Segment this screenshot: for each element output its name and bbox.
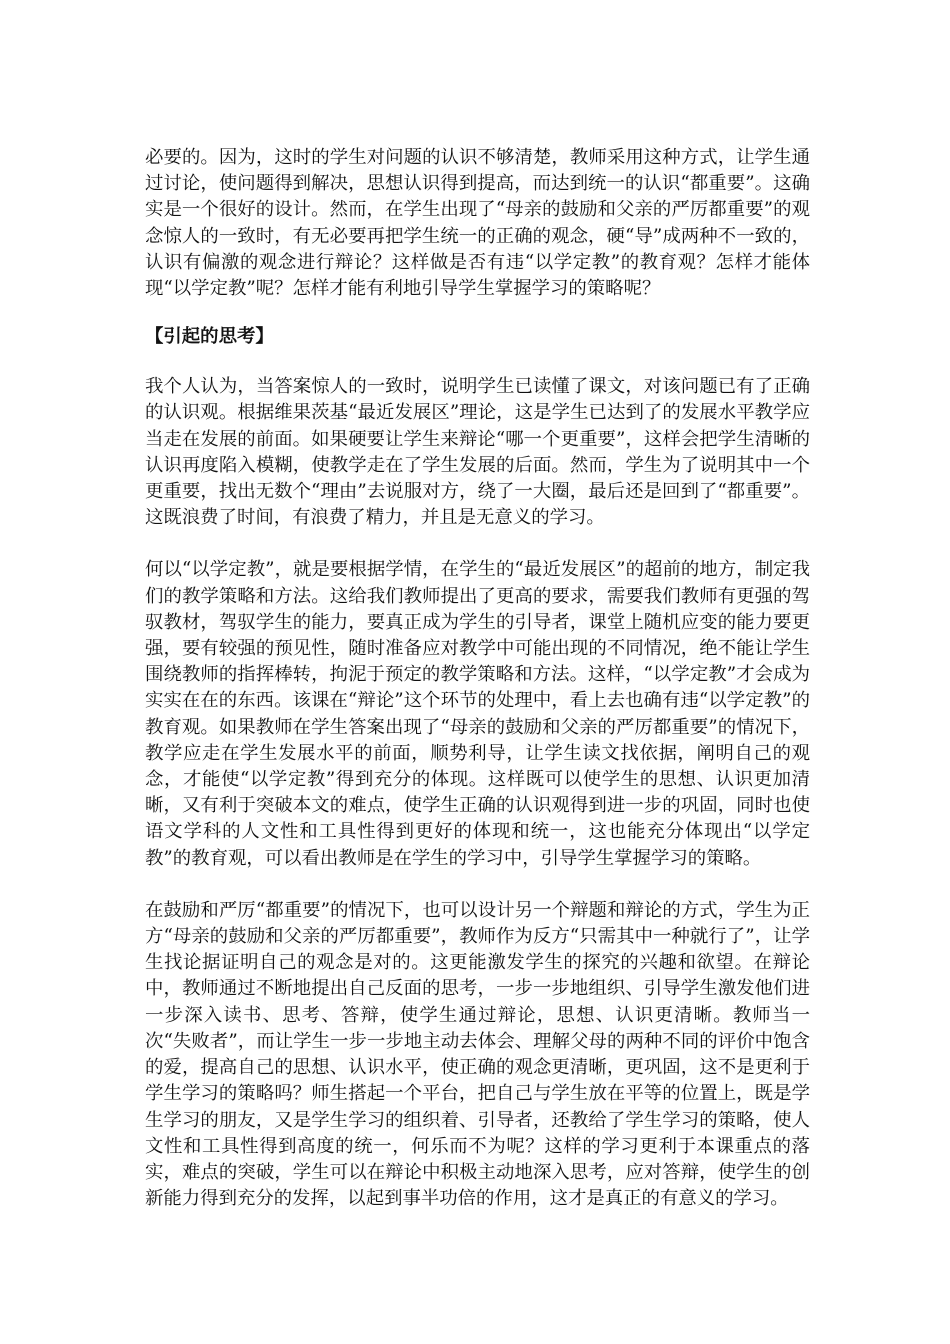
section-heading: 【引起的思考】 — [145, 326, 274, 348]
paragraph-reflection-3: 在鼓励和严厉“都重要”的情况下，也可以设计另一个辩题和辩论的方式，学生为正方“母亲的鼓励和父亲的严厉都重要”，教师作为反方“只需其中一种就行了”，让学生找论据证明自己的观念是对的。这更能激发学生的探究的兴趣和欲望。在辩论中，教师通过不断地提出自己反面的思考，一步一步地组织、引导学生激发他们进一步深入读书、思考、答辩，使学生通过辩论，思想、认识更清晰。教师当一次“失败者”，而让学生一步一步地主动去体会、理解父母的两种不同的评价中饱含的爱，提高自己的思想、认识水平，使正确的观念更清晰，更巩固，这不是更利于学生学习的策略吗？师生搭起一个平台，把自己与学生放在平等的位置上，既是学生学习的朋友，又是学生学习的组织着、引导者，还教给了学生学习的策略，使人文性和工具性得到高度的统一，何乐而不为呢？这样的学习更利于本课重点的落实，难点的突破，学生可以在辩论中积极主动地深入思考，应对答辩，使学生的创新能力得到充分的发挥，以起到事半功倍的作用，这才是真正的有意义的学习。 — [145, 899, 810, 1210]
paragraph-intro: 必要的。因为，这时的学生对问题的认识不够清楚，教师采用这种方式，让学生通过讨论，使问题得到解决，思想认识得到提高，而达到统一的认识“都重要”。这确实是一个很好的设计。然而，在学生出现了“母亲的鼓励和父亲的严厉都重要”的观念惊人的一致时，有无必要再把学生统一的正确的观念，硬“导”成两种不一致的，认识有偏激的观念进行辩论？这样做是否有违“以学定教”的教育观？怎样才能体现“以学定教”呢？怎样才能有利地引导学生掌握学习的策略呢？ — [145, 147, 810, 300]
paragraph-reflection-2: 何以“以学定教”，就是要根据学情，在学生的“最近发展区”的超前的地方，制定我们的教学策略和方法。这给我们教师提出了更高的要求，需要我们教师有更强的驾驭教材，驾驭学生的能力，要真正成为学生的引导者，课堂上随机应变的能力要更强，要有较强的预见性，随时准备应对教学中可能出现的不同情况，绝不能让学生围绕教师的指挥棒转，拘泥于预定的教学策略和方法。这样，“以学定教”才会成为实实在在的东西。该课在“辩论”这个环节的处理中，看上去也确有违“以学定教”的教育观。如果教师在学生答案出现了“母亲的鼓励和父亲的严厉都重要”的情况下，教学应走在学生发展水平的前面，顺势利导，让学生读文找依据，阐明自己的观念，才能使“以学定教”得到充分的体现。这样既可以使学生的思想、认识更加清晰，又有利于突破本文的难点，使学生正确的认识观得到进一步的巩固，同时也使语文学科的人文性和工具性得到更好的体现和统一，这也能充分体现出“以学定教”的教育观，可以看出教师是在学生的学习中，引导学生掌握学习的策略。 — [145, 559, 810, 869]
document-page — [145, 145, 810, 1212]
paragraph-reflection-1: 我个人认为，当答案惊人的一致时，说明学生已读懂了课文，对该问题已有了正确的认识观。根据维果茨基“最近发展区”理论，这是学生已达到了的发展水平教学应当走在发展的前面。如果硬要让学生来辩论“哪一个更重要”，这样会把学生清晰的认识再度陷入模糊，使教学走在了学生发展的后面。然而，学生为了说明其中一个更重要，找出无数个“理由”去说服对方，绕了一大圈，最后还是回到了“都重要”。这既浪费了时间，有浪费了精力，并且是无意义的学习。 — [145, 376, 810, 529]
